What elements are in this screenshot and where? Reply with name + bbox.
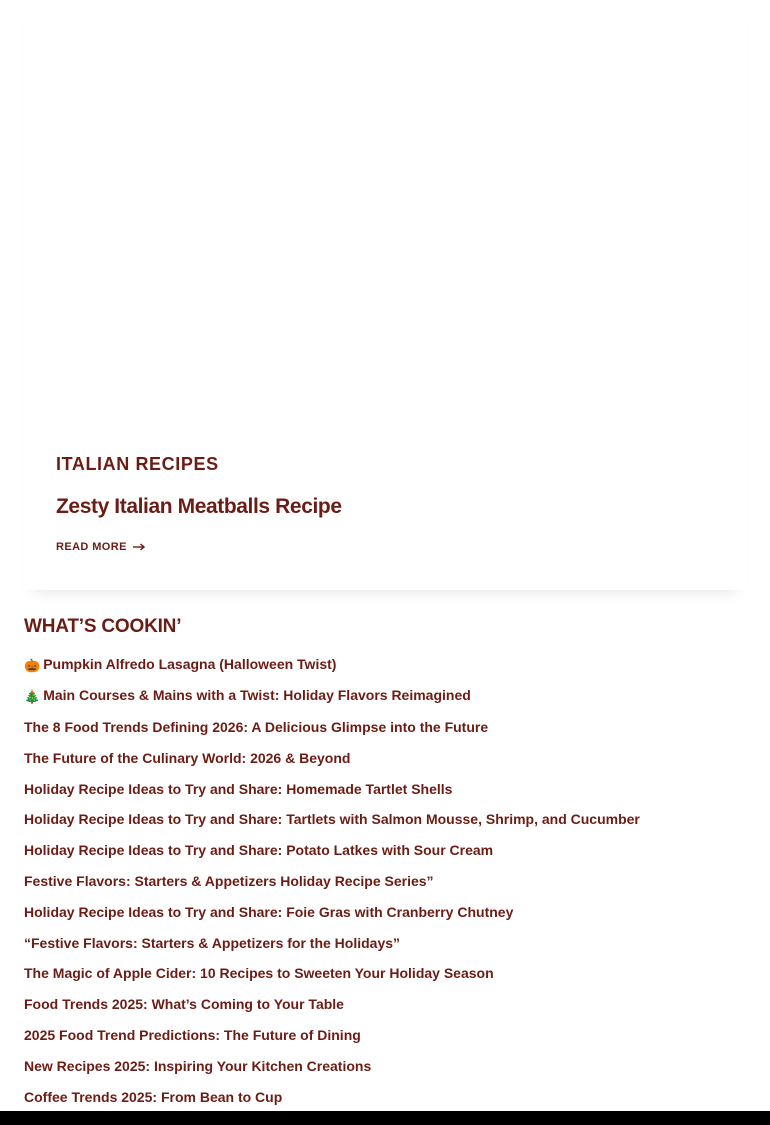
recent-post-title: 2025 Food Trend Predictions: The Future of Dining <box>24 1026 361 1043</box>
recent-post-title: Coffee Trends 2025: From Bean to Cup <box>24 1088 283 1105</box>
post-title <box>56 492 714 522</box>
read-more-label: READ MORE <box>56 541 127 553</box>
list-item <box>24 835 746 866</box>
recent-post-link[interactable] <box>24 810 640 828</box>
pumpkin-icon: 🎃 <box>24 658 41 674</box>
footer-bar <box>0 1111 770 1125</box>
recent-post-title: Main Courses & Mains with a Twist: Holiday Flavors Reimagined <box>43 687 471 704</box>
list-item <box>24 866 746 897</box>
recent-post-link[interactable] <box>24 686 471 706</box>
list-item <box>24 681 746 712</box>
post-card-body <box>56 452 714 555</box>
recent-post-title: The Future of the Culinary World: 2026 & Beyond <box>24 749 351 766</box>
list-item <box>24 804 746 835</box>
list-item <box>24 1081 746 1112</box>
list-item <box>24 1020 746 1051</box>
read-more-link[interactable] <box>56 540 145 554</box>
recent-post-link[interactable] <box>24 872 434 890</box>
recent-post-link[interactable] <box>24 1057 371 1075</box>
post-category-link[interactable]: ITALIAN RECIPES <box>56 454 219 474</box>
recent-post-link[interactable] <box>24 1088 282 1106</box>
recent-post-link[interactable] <box>24 1026 361 1044</box>
recent-post-link[interactable] <box>24 841 493 859</box>
recent-post-title: Festive Flavors: Starters & Appetizers Holiday Recipe Series” <box>24 872 434 889</box>
recent-post-link[interactable] <box>24 749 350 767</box>
list-item <box>24 1050 746 1081</box>
list-item <box>24 927 746 958</box>
recent-post-title: The Magic of Apple Cider: 10 Recipes to Sweeten Your Holiday Season <box>24 965 494 982</box>
recent-post-link[interactable] <box>24 934 400 952</box>
recent-posts-widget <box>24 614 746 1112</box>
recent-post-link[interactable] <box>24 718 488 736</box>
recent-post-title: Food Trends 2025: What’s Coming to Your Table <box>24 996 344 1013</box>
recent-post-title: Pumpkin Alfredo Lasagna (Halloween Twist) <box>43 656 337 673</box>
list-item <box>24 989 746 1020</box>
recent-post-title: Holiday Recipe Ideas to Try and Share: Tartlets with Salmon Mousse, Shrimp, and Cucumber <box>24 811 640 828</box>
post-title-link[interactable]: Zesty Italian Meatballs Recipe <box>56 495 342 518</box>
list-item <box>24 742 746 773</box>
christmas-tree-icon: 🎄 <box>24 689 41 705</box>
recent-posts-list <box>24 650 746 1112</box>
recent-post-title: Holiday Recipe Ideas to Try and Share: Foie Gras with Cranberry Chutney <box>24 903 514 920</box>
list-item <box>24 650 746 681</box>
list-item <box>24 773 746 804</box>
recent-post-title: Holiday Recipe Ideas to Try and Share: Homemade Tartlet Shells <box>24 780 453 797</box>
list-item <box>24 958 746 989</box>
post-thumbnail[interactable] <box>24 0 746 420</box>
recent-post-link[interactable] <box>24 903 513 921</box>
recent-post-link[interactable] <box>24 780 452 798</box>
list-item <box>24 712 746 743</box>
recent-post-link[interactable] <box>24 655 336 675</box>
featured-post-card <box>24 0 746 590</box>
list-item <box>24 896 746 927</box>
recent-post-title: Holiday Recipe Ideas to Try and Share: Potato Latkes with Sour Cream <box>24 842 494 859</box>
recent-post-title: New Recipes 2025: Inspiring Your Kitchen Creations <box>24 1057 372 1074</box>
arrow-right-icon <box>133 543 145 551</box>
recent-post-link[interactable] <box>24 995 344 1013</box>
recent-post-title: The 8 Food Trends Defining 2026: A Delicious Glimpse into the Future <box>24 718 489 735</box>
widget-title: WHAT’S COOKIN’ <box>24 616 182 637</box>
recent-post-link[interactable] <box>24 964 494 982</box>
recent-post-title: “Festive Flavors: Starters & Appetizers for the Holidays” <box>24 934 401 951</box>
